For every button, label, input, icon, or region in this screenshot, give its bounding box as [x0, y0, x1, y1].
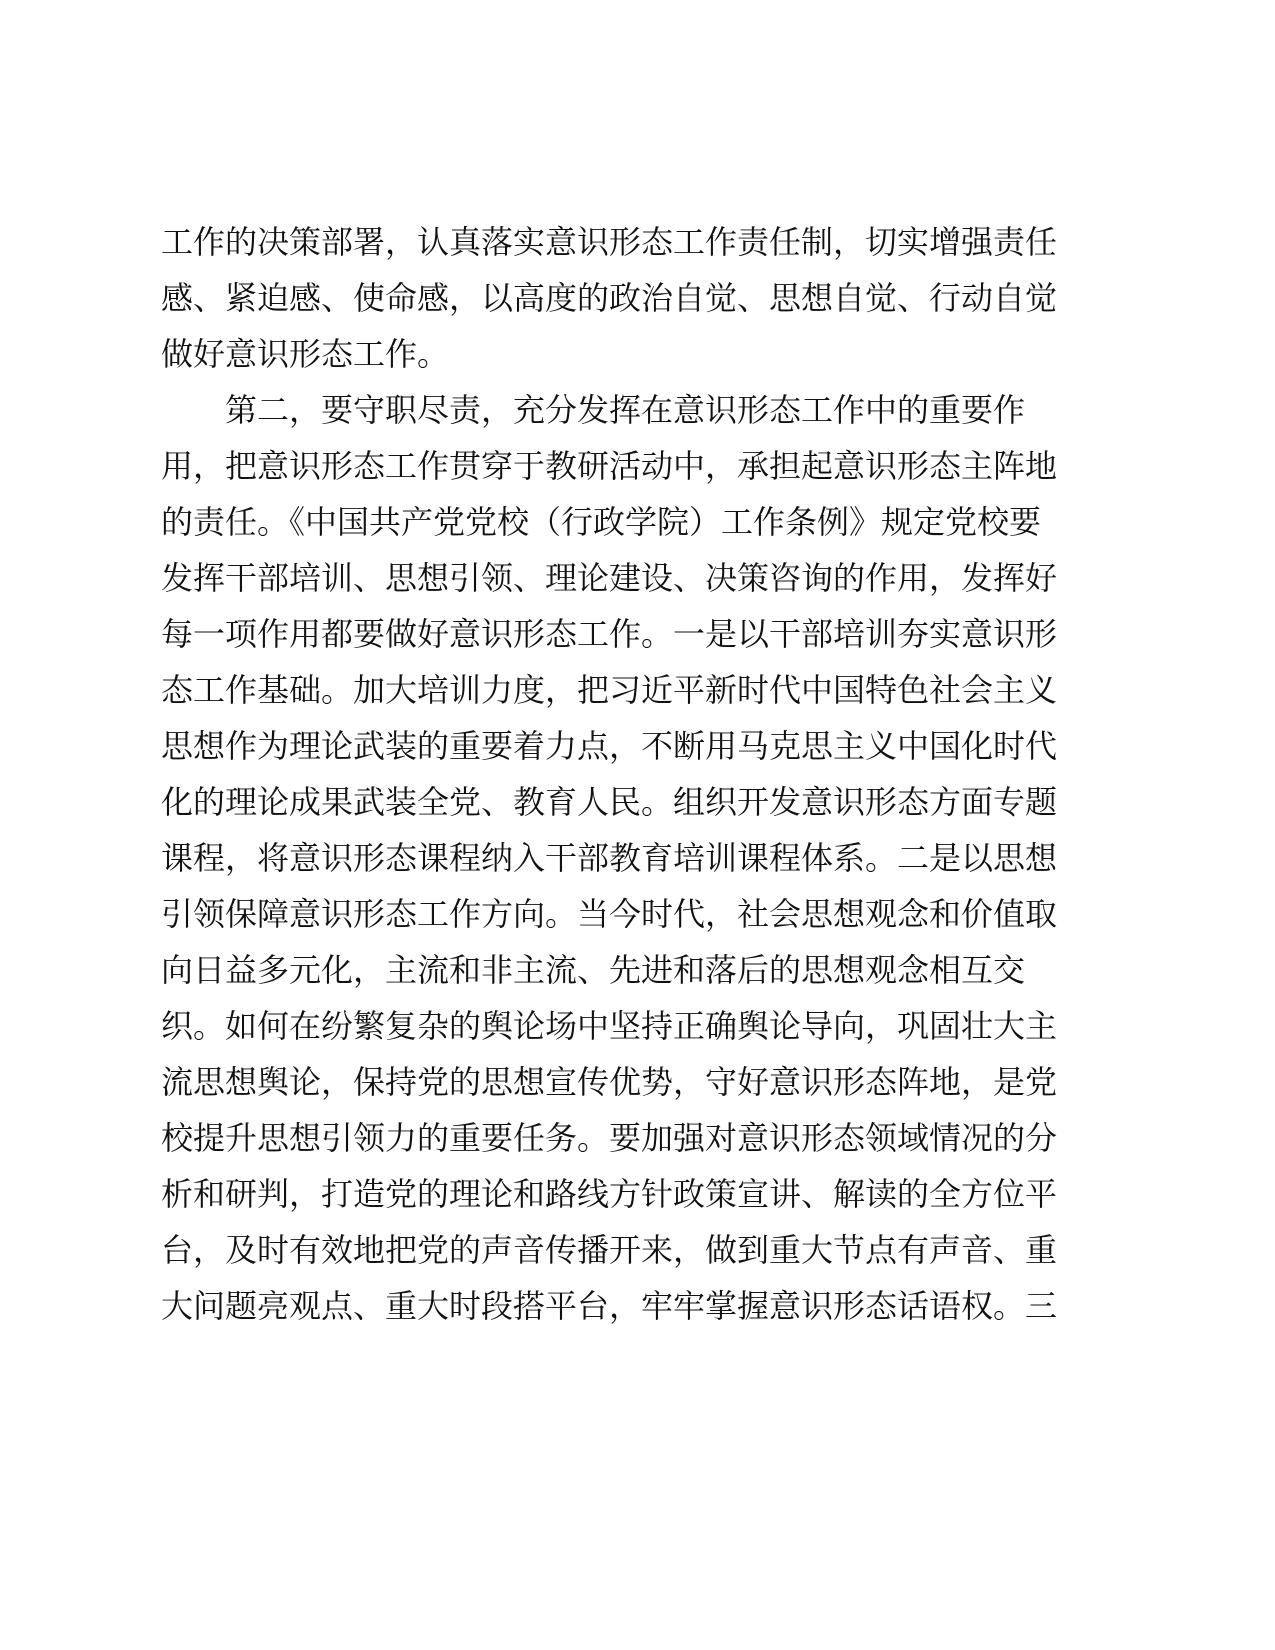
text-line: 台，及时有效地把党的声音传播开来，做到重大节点有声音、重 — [161, 1231, 1058, 1269]
text-line: 大问题亮观点、重大时段搭平台，牢牢掌握意识形态话语权。三 — [161, 1287, 1058, 1325]
text-line: 流思想舆论，保持党的思想宣传优势，守好意识形态阵地，是党 — [161, 1063, 1058, 1101]
text-line: 的责任。《中国共产党党校（行政学院）工作条例》规定党校要 — [161, 503, 1042, 541]
text-line: 校提升思想引领力的重要任务。要加强对意识形态领域情况的分 — [161, 1119, 1058, 1157]
text-line: 用，把意识形态工作贯穿于教研活动中，承担起意识形态主阵地 — [161, 447, 1058, 485]
text-line: 发挥干部培训、思想引领、理论建设、决策咨询的作用，发挥好 — [161, 559, 1058, 597]
text-line: 每一项作用都要做好意识形态工作。一是以干部培训夯实意识形 — [161, 615, 1058, 653]
text-line: 化的理论成果武装全党、教育人民。组织开发意识形态方面专题 — [161, 783, 1058, 821]
text-line: 工作的决策部署，认真落实意识形态工作责任制，切实增强责任 — [161, 223, 1058, 261]
text-line: 课程，将意识形态课程纳入干部教育培训课程体系。二是以思想 — [161, 839, 1058, 877]
text-line: 态工作基础。加大培训力度，把习近平新时代中国特色社会主义 — [161, 671, 1058, 709]
body-text — [161, 214, 1071, 1334]
text-line: 做好意识形态工作。 — [161, 335, 450, 373]
text-line: 思想作为理论武装的重要着力点，不断用马克思主义中国化时代 — [161, 727, 1058, 765]
paragraph-start-line: 第二，要守职尽责，充分发挥在意识形态工作中的重要作 — [225, 391, 1026, 429]
text-line: 向日益多元化，主流和非主流、先进和落后的思想观念相互交 — [161, 951, 1026, 989]
text-line: 织。如何在纷繁复杂的舆论场中坚持正确舆论导向，巩固壮大主 — [161, 1007, 1058, 1045]
text-line: 感、紧迫感、使命感，以高度的政治自觉、思想自觉、行动自觉 — [161, 279, 1058, 317]
text-line: 引领保障意识形态工作方向。当今时代，社会思想观念和价值取 — [161, 895, 1058, 933]
text-line: 析和研判，打造党的理论和路线方针政策宣讲、解读的全方位平 — [161, 1175, 1058, 1213]
